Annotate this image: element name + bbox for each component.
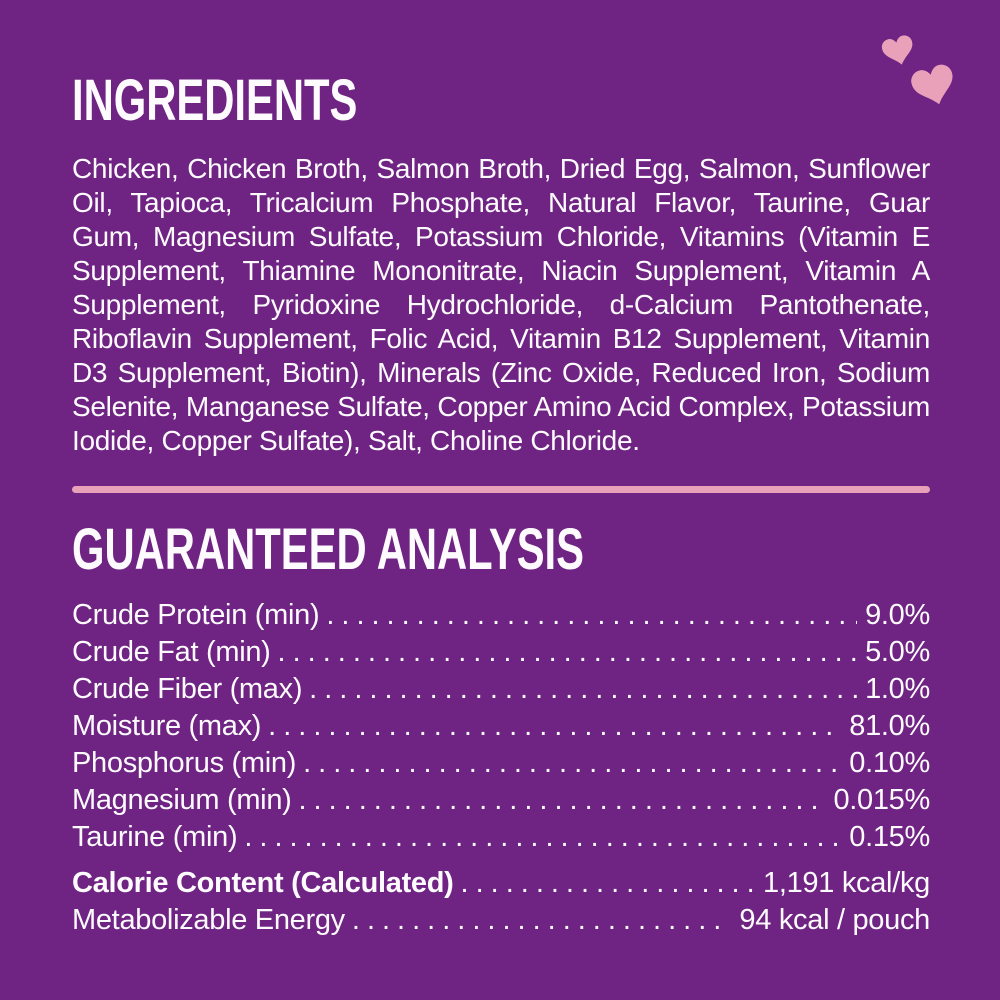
nutrient-value: 0.015%	[833, 784, 930, 816]
nutrient-label: Phosphorus (min)	[72, 747, 297, 779]
table-row	[72, 745, 930, 782]
section-divider	[72, 486, 930, 493]
nutrient-label: Crude Fat (min)	[72, 636, 271, 668]
nutrient-label: Moisture (max)	[72, 710, 262, 742]
ingredients-title: INGREDIENTS	[72, 68, 358, 133]
table-row	[72, 902, 930, 939]
calorie-content-label: Calorie Content (Calculated)	[72, 867, 454, 899]
metabolizable-energy-value: 94 kcal / pouch	[739, 904, 930, 936]
nutrient-value: 81.0%	[849, 710, 930, 742]
table-row	[72, 597, 930, 634]
nutrient-value: 1.0%	[865, 673, 930, 705]
guaranteed-analysis-table	[72, 597, 930, 939]
dotted-leader	[244, 819, 841, 856]
dotted-leader	[461, 865, 755, 902]
nutrient-value: 9.0%	[865, 599, 930, 631]
nutrient-label: Magnesium (min)	[72, 784, 292, 816]
table-row	[72, 865, 930, 902]
label-content	[72, 0, 930, 939]
dotted-leader	[303, 745, 841, 782]
dotted-leader	[268, 708, 841, 745]
nutrient-label: Crude Fiber (max)	[72, 673, 303, 705]
nutrient-value: 0.15%	[849, 821, 930, 853]
table-row	[72, 634, 930, 671]
table-row	[72, 671, 930, 708]
dotted-leader	[326, 597, 857, 634]
table-row	[72, 819, 930, 856]
nutrient-label: Taurine (min)	[72, 821, 238, 853]
dotted-leader	[309, 671, 857, 708]
calorie-content-value: 1,191 kcal/kg	[763, 867, 930, 899]
calorie-content-group	[72, 865, 930, 939]
metabolizable-energy-label: Metabolizable Energy	[72, 904, 345, 936]
nutrient-value: 5.0%	[865, 636, 930, 668]
ingredients-paragraph: Chicken, Chicken Broth, Salmon Broth, Dried Egg, Salmon, Sunflower Oil, Tapioca, Tricalcium Phosphate, Natural Flavor, Taurine, Guar Gum, Magnesium Sulfate, Potassium Chloride, Vitamins (Vitamin E Supplement, Thiamine Mononitrate, Niacin Supplement, Vitamin A Supplement, Pyridoxine Hydrochloride, d-Calcium Pantothenate, Riboflavin Supplement, Folic Acid, Vitamin B12 Supplement, Vitamin D3 Supplement, Biotin), Minerals (Zinc Oxide, Reduced Iron, Sodium Selenite, Manganese Sulfate, Copper Amino Acid Complex, Potassium Iodide, Copper Sulfate), Salt, Choline Chloride.	[72, 153, 930, 456]
nutrient-value: 0.10%	[849, 747, 930, 779]
dotted-leader	[299, 782, 826, 819]
dotted-leader	[352, 902, 732, 939]
dotted-leader	[278, 634, 858, 671]
nutrient-label: Crude Protein (min)	[72, 599, 320, 631]
guaranteed-analysis-title: GUARANTEED ANALYSIS	[72, 517, 585, 582]
table-row	[72, 782, 930, 819]
table-row	[72, 708, 930, 745]
